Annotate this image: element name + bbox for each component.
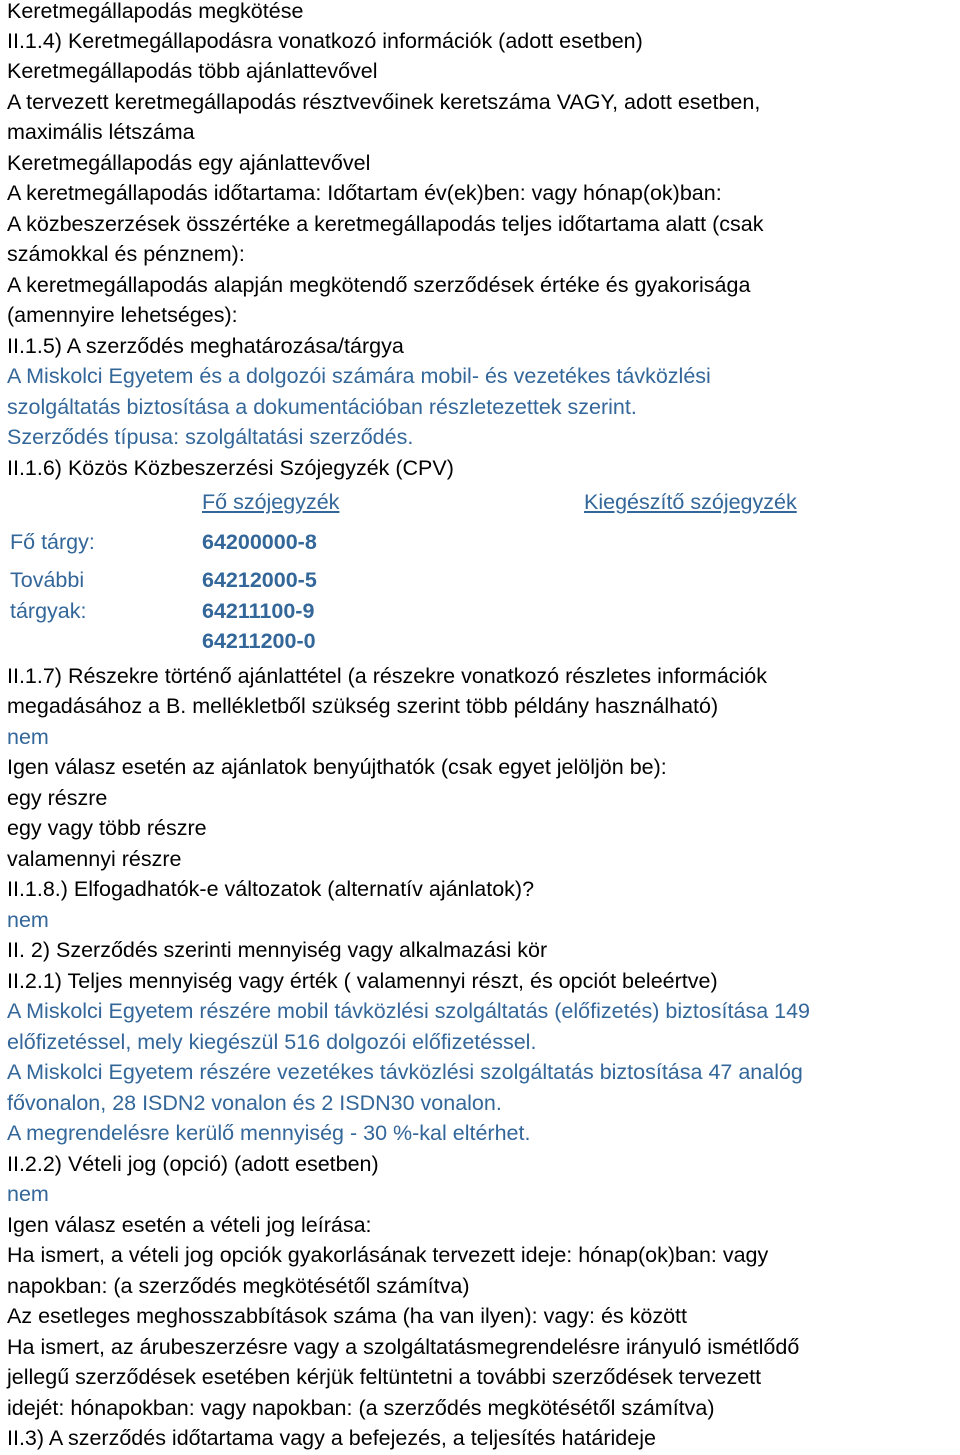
cpv-supplementary-vocabulary-header: Kiegészítő szójegyzék bbox=[584, 490, 797, 514]
text-line: megadásához a B. mellékletből szükség szerint több példány használható) bbox=[7, 694, 719, 718]
cpv-main-vocabulary-header: Fő szójegyzék bbox=[202, 490, 340, 514]
cpv-additional-code: 64212000-5 bbox=[202, 568, 317, 592]
text-line: Keretmegállapodás több ajánlattevővel bbox=[7, 59, 378, 83]
contract-subject-line: A Miskolci Egyetem és a dolgozói számára mobil- és vezetékes távközlési bbox=[7, 364, 711, 388]
cpv-additional-code: 64211200-0 bbox=[202, 629, 316, 653]
text-line: maximális létszáma bbox=[7, 120, 195, 144]
quantity-description-line: A Miskolci Egyetem részére mobil távközlési szolgáltatás (előfizetés) biztosítása 149 bbox=[7, 999, 811, 1023]
text-line: A keretmegállapodás alapján megkötendő szerződések értéke és gyakorisága bbox=[7, 273, 751, 297]
cpv-additional-objects-label: További bbox=[10, 568, 85, 592]
text-line: Keretmegállapodás egy ajánlattevővel bbox=[7, 151, 371, 175]
text-line: napokban: (a szerződés megkötésétől számítva) bbox=[7, 1274, 470, 1298]
quantity-description-line: fővonalon, 28 ISDN2 vonalon és 2 ISDN30 vonalon. bbox=[7, 1091, 502, 1115]
text-line: jellegű szerződések esetében kérjük feltüntetni a további szerződések tervezett bbox=[7, 1365, 762, 1389]
cpv-additional-objects-label: tárgyak: bbox=[10, 599, 87, 623]
text-line: A közbeszerzések összértéke a keretmegállapodás teljes időtartama alatt (csak bbox=[7, 212, 764, 236]
answer-value: nem bbox=[7, 725, 49, 749]
section-heading: II.2.1) Teljes mennyiség vagy érték ( valamennyi részt, és opciót beleértve) bbox=[7, 969, 718, 993]
section-heading: II.1.8.) Elfogadhatók-e változatok (alternatív ajánlatok)? bbox=[7, 877, 535, 901]
text-line: számokkal és pénznem): bbox=[7, 242, 245, 266]
text-line: (amennyire lehetséges): bbox=[7, 303, 238, 327]
text-line: egy vagy több részre bbox=[7, 816, 207, 840]
contract-subject-line: szolgáltatás biztosítása a dokumentációban részletezettek szerint. bbox=[7, 395, 637, 419]
text-line: Ha ismert, az árubeszerzésre vagy a szolgáltatásmegrendelésre irányuló ismétlődő bbox=[7, 1335, 800, 1359]
text-line: Ha ismert, a vételi jog opciók gyakorlásának tervezett ideje: hónap(ok)ban: vagy bbox=[7, 1243, 769, 1267]
text-line: A tervezett keretmegállapodás résztvevőinek keretszáma VAGY, adott esetben, bbox=[7, 90, 761, 114]
cpv-additional-code: 64211100-9 bbox=[202, 599, 315, 623]
section-heading: II.1.4) Keretmegállapodásra vonatkozó információk (adott esetben) bbox=[7, 29, 643, 53]
section-heading: II.2.2) Vételi jog (opció) (adott esetben) bbox=[7, 1152, 379, 1176]
text-line: Igen válasz esetén a vételi jog leírása: bbox=[7, 1213, 372, 1237]
section-heading: II.1.7) Részekre történő ajánlattétel (a részekre vonatkozó részletes információk bbox=[7, 664, 768, 688]
quantity-description-line: A megrendelésre kerülő mennyiség - 30 %-kal eltérhet. bbox=[7, 1121, 531, 1145]
cpv-main-object-label: Fő tárgy: bbox=[10, 530, 95, 554]
text-line: Az esetleges meghosszabbítások száma (ha van ilyen): vagy: és között bbox=[7, 1304, 687, 1328]
text-line: egy részre bbox=[7, 786, 108, 810]
section-heading: II.1.6) Közös Közbeszerzési Szójegyzék (CPV) bbox=[7, 456, 454, 480]
answer-value: nem bbox=[7, 908, 49, 932]
section-heading: II.1.5) A szerződés meghatározása/tárgya bbox=[7, 334, 404, 358]
contract-type-line: Szerződés típusa: szolgáltatási szerződés. bbox=[7, 425, 414, 449]
text-line: Keretmegállapodás megkötése bbox=[7, 0, 304, 23]
text-line: idejét: hónapokban: vagy napokban: (a szerződés megkötésétől számítva) bbox=[7, 1396, 715, 1420]
quantity-description-line: A Miskolci Egyetem részére vezetékes távközlési szolgáltatás biztosítása 47 analóg bbox=[7, 1060, 803, 1084]
answer-value: nem bbox=[7, 1182, 49, 1206]
section-heading: II.3) A szerződés időtartama vagy a befejezés, a teljesítés határideje bbox=[7, 1426, 656, 1450]
section-heading: II. 2) Szerződés szerinti mennyiség vagy alkalmazási kör bbox=[7, 938, 548, 962]
cpv-main-code: 64200000-8 bbox=[202, 530, 317, 554]
text-line: valamennyi részre bbox=[7, 847, 182, 871]
quantity-description-line: előfizetéssel, mely kiegészül 516 dolgozói előfizetéssel. bbox=[7, 1030, 537, 1054]
text-line: A keretmegállapodás időtartama: Időtartam év(ek)ben: vagy hónap(ok)ban: bbox=[7, 181, 722, 205]
text-line: Igen válasz esetén az ajánlatok benyújthatók (csak egyet jelöljön be): bbox=[7, 755, 667, 779]
